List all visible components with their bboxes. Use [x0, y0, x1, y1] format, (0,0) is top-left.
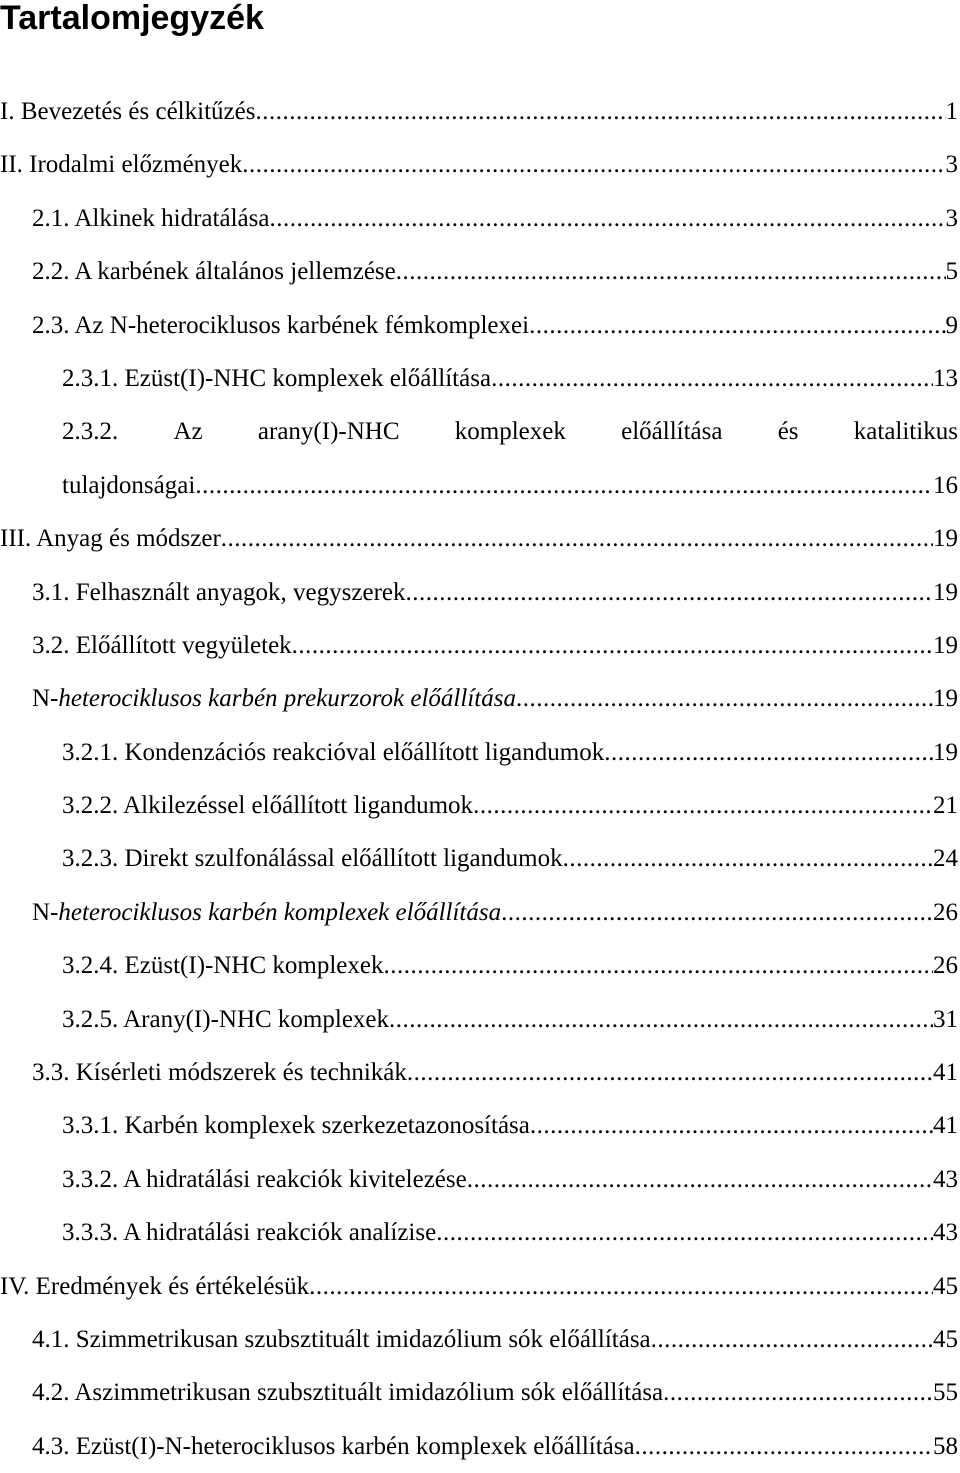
toc-entry-label: II. Irodalmi előzmények: [0, 151, 243, 179]
toc-leader-dots: [389, 993, 933, 1046]
toc-leader-dots: [242, 138, 945, 191]
toc-leader-dots: [383, 939, 933, 992]
toc-entry-word: Az: [173, 418, 203, 446]
toc-leader-dots: [651, 1313, 933, 1366]
toc-leader-dots: [221, 512, 933, 565]
toc-entry[interactable]: [0, 939, 960, 992]
toc-entry-page: 26: [933, 898, 958, 926]
table-of-contents: [0, 85, 960, 1473]
toc-entry-label: 3.2. Előállított vegyületek: [32, 631, 292, 659]
toc-entry[interactable]: [0, 726, 960, 779]
toc-entry[interactable]: [0, 886, 960, 939]
toc-leader-dots: [436, 1206, 933, 1259]
toc-leader-dots: [663, 1366, 933, 1419]
toc-entry-page: 43: [933, 1219, 958, 1247]
toc-title: Tartalomjegyzék: [0, 0, 264, 37]
toc-leader-dots: [491, 352, 933, 405]
toc-entry-label: 4.1. Szimmetrikusan szubsztituált imidazólium sók előállítása: [32, 1325, 651, 1353]
toc-entry[interactable]: [0, 512, 960, 565]
toc-entry[interactable]: [0, 832, 960, 885]
toc-leader-dots: [604, 726, 933, 779]
toc-entry[interactable]: [0, 993, 960, 1046]
toc-entry-label: III. Anyag és módszer: [0, 525, 221, 553]
toc-entry-word: katalitikus: [853, 418, 958, 446]
toc-entry-label: I. Bevezetés és célkitűzés: [0, 98, 256, 125]
toc-entry[interactable]: [0, 245, 960, 298]
toc-entry[interactable]: [0, 1153, 960, 1206]
toc-entry-wrapped-line[interactable]: [0, 405, 960, 458]
toc-entry-page: 19: [933, 578, 958, 606]
toc-leader-dots: [269, 192, 945, 245]
toc-entry-label: tulajdonságai: [62, 471, 196, 499]
toc-entry-label-prefix: N-: [32, 898, 59, 926]
toc-entry-label: 3.3. Kísérleti módszerek és technikák: [32, 1059, 407, 1087]
toc-leader-dots: [407, 1046, 933, 1099]
toc-entry[interactable]: [0, 138, 960, 191]
toc-entry-page: 3: [945, 204, 958, 232]
toc-entry-label: 2.2. A karbének általános jellemzése: [32, 258, 396, 286]
toc-entry-page: 41: [933, 1059, 958, 1087]
toc-entry-page: 21: [933, 792, 958, 820]
toc-entry-label: 3.2.3. Direkt szulfonálással előállított ligandumok: [62, 845, 563, 873]
toc-entry-page: 19: [933, 685, 958, 713]
toc-entry-word: arany(I)-NHC: [257, 418, 400, 446]
toc-leader-dots: [473, 779, 933, 832]
toc-entry-label: 4.2. Aszimmetrikusan szubsztituált imidazólium sók előállítása: [32, 1379, 664, 1407]
toc-entry[interactable]: [0, 459, 960, 512]
toc-leader-dots: [255, 85, 945, 138]
toc-entry[interactable]: [0, 619, 960, 672]
toc-entry-label: 2.1. Alkinek hidratálása: [32, 204, 270, 232]
toc-entry-page: 43: [933, 1165, 958, 1193]
toc-entry-page: 45: [933, 1272, 958, 1300]
toc-entry-page: 55: [933, 1379, 958, 1407]
toc-entry-page: 5: [945, 258, 958, 286]
toc-entry-page: 41: [933, 1112, 958, 1140]
toc-entry[interactable]: [0, 192, 960, 245]
toc-entry-label: [32, 672, 516, 725]
toc-entry[interactable]: [0, 299, 960, 352]
toc-entry-label: 3.2.2. Alkilezéssel előállított ligandumok: [62, 792, 474, 820]
toc-entry-page: 9: [945, 311, 958, 339]
toc-entry-label-italic: heterociklusos karbén komplexek előállítása: [58, 898, 502, 926]
toc-leader-dots: [467, 1153, 933, 1206]
toc-leader-dots: [406, 566, 934, 619]
toc-leader-dots: [635, 1420, 933, 1473]
toc-entry[interactable]: [0, 1366, 960, 1419]
toc-entry-label: 2.3.1. Ezüst(I)-NHC komplexek előállítása: [62, 364, 492, 392]
toc-entry-label-italic: heterociklusos karbén prekurzorok előállítása: [58, 685, 516, 713]
toc-entry-label: 3.2.5. Arany(I)-NHC komplexek: [62, 1005, 390, 1033]
toc-leader-dots: [396, 245, 946, 298]
toc-entry-label: 2.3. Az N-heterociklusos karbének fémkomplexei: [32, 311, 530, 339]
toc-leader-dots: [501, 886, 933, 939]
toc-leader-dots: [292, 619, 933, 672]
toc-entry-word: komplexek: [454, 418, 566, 446]
toc-entry-label: 3.2.1. Kondenzációs reakcióval előállított ligandumok: [62, 738, 605, 766]
toc-entry-label: [32, 886, 501, 939]
toc-entry[interactable]: [0, 1313, 960, 1366]
toc-entry-page: 3: [945, 151, 958, 179]
toc-leader-dots: [530, 1099, 933, 1152]
toc-entry-label: 3.3.2. A hidratálási reakciók kivitelezése: [62, 1165, 467, 1193]
toc-entry-page: 24: [933, 845, 958, 873]
toc-entry[interactable]: [0, 566, 960, 619]
toc-leader-dots: [195, 459, 933, 512]
toc-entry-page: 19: [933, 525, 958, 553]
toc-entry-word: és: [777, 418, 799, 446]
toc-entry-page: 58: [933, 1432, 958, 1460]
toc-entry-page: 19: [933, 738, 958, 766]
toc-entry-label-prefix: N-: [32, 685, 59, 713]
toc-entry-page: 19: [933, 631, 958, 659]
toc-leader-dots: [529, 299, 945, 352]
toc-entry[interactable]: [0, 1420, 960, 1473]
toc-entry[interactable]: [0, 672, 960, 725]
toc-entry-label: 3.2.4. Ezüst(I)-NHC komplexek: [62, 952, 384, 980]
toc-entry[interactable]: [0, 1260, 960, 1313]
toc-entry-page: 16: [933, 471, 958, 499]
toc-entry[interactable]: [0, 352, 960, 405]
toc-entry-word: előállítása: [621, 418, 723, 446]
toc-leader-dots: [516, 672, 933, 725]
toc-leader-dots: [563, 832, 933, 885]
toc-entry-page: 26: [933, 952, 958, 980]
toc-entry[interactable]: [0, 779, 960, 832]
toc-entry-page: 45: [933, 1325, 958, 1353]
toc-entry-label: 3.3.3. A hidratálási reakciók analízise: [62, 1219, 437, 1247]
toc-entry-page: 31: [933, 1005, 958, 1033]
toc-entry-page: 1: [945, 98, 958, 125]
toc-entry[interactable]: [0, 1206, 960, 1259]
toc-entry[interactable]: [0, 85, 960, 138]
toc-entry-word: 2.3.2.: [62, 418, 119, 446]
toc-entry-page: 13: [933, 364, 958, 392]
toc-entry[interactable]: [0, 1099, 960, 1152]
toc-entry-label: IV. Eredmények és értékelésük: [0, 1272, 310, 1300]
toc-entry[interactable]: [0, 1046, 960, 1099]
toc-entry-label: 4.3. Ezüst(I)-N-heterociklusos karbén komplexek előállítása: [32, 1432, 635, 1460]
toc-entry-label: 3.3.1. Karbén komplexek szerkezetazonosítása: [62, 1112, 530, 1140]
toc-entry-label: 3.1. Felhasznált anyagok, vegyszerek: [32, 578, 406, 606]
toc-leader-dots: [309, 1260, 933, 1313]
